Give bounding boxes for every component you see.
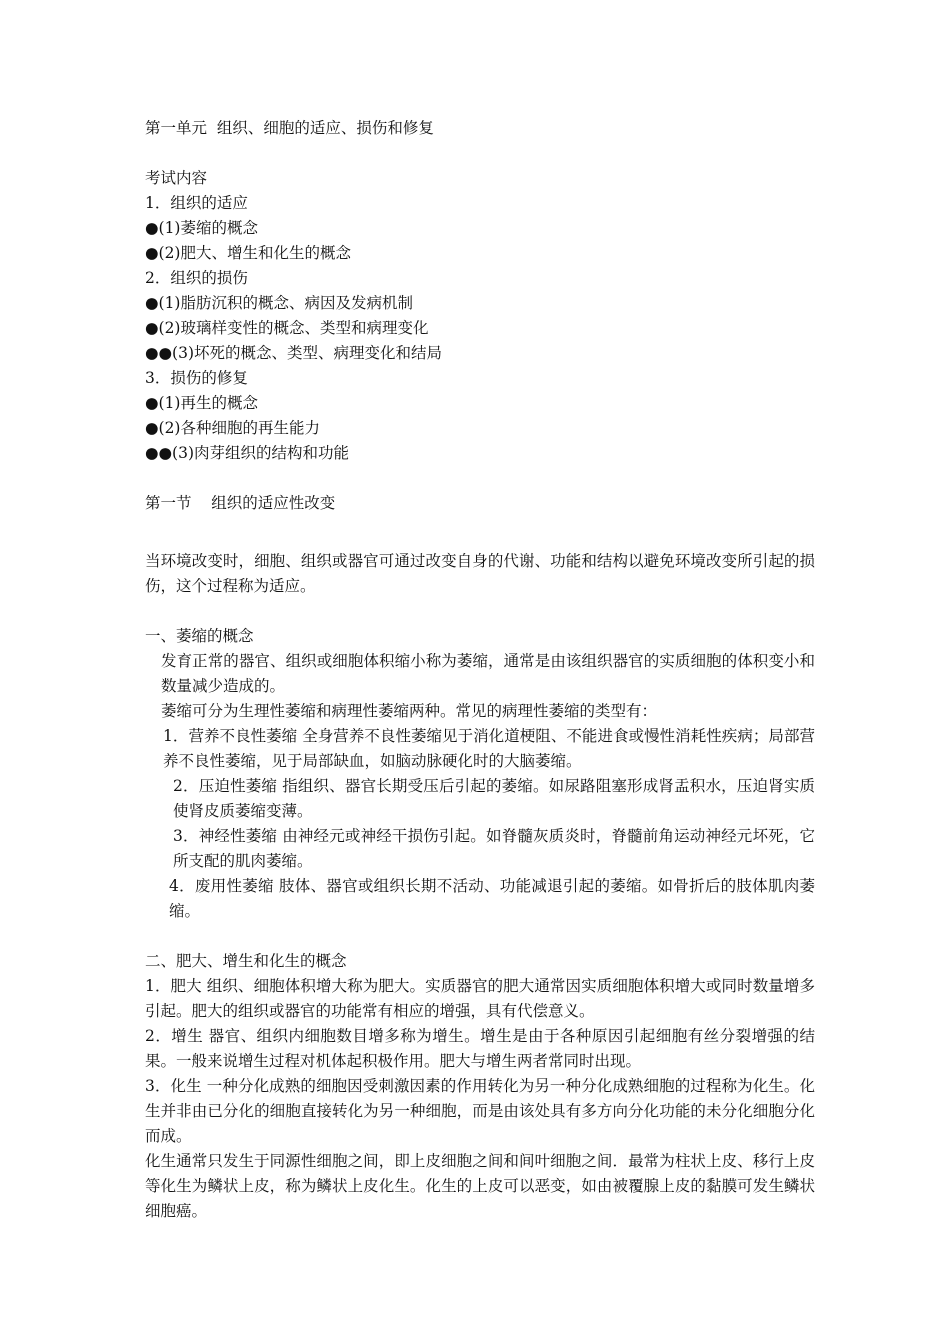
metaplasia-note: 化生通常只发生于同源性细胞之间，即上皮细胞之间和间叶细胞之间．最常为柱状上皮、移行上皮等化生为鳞状上皮，称为鳞状上皮化生。化生的上皮可以恶变，如由被覆腺上皮的黏膜可发生鳞状细胞癌。 [145, 1152, 815, 1220]
atrophy-type-disuse: 4．废用性萎缩 肢体、器官或组织长期不活动、功能减退引起的萎缩。如骨折后的肢体肌肉萎缩。 [169, 877, 815, 920]
spacer [145, 466, 815, 491]
atrophy-type-nutritional: 1．营养不良性萎缩 全身营养不良性萎缩见于消化道梗阻、不能进食或慢性消耗性疾病；局部营养不良性萎缩，见于局部缺血，如脑动脉硬化时的大脑萎缩。 [163, 727, 815, 770]
exam-item: ●(2)各种细胞的再生能力 [145, 419, 320, 437]
atrophy-type-neural: 3．神经性萎缩 由神经元或神经干损伤引起。如脊髓灰质炎时，脊髓前角运动神经元坏死，它所支配的肌肉萎缩。 [173, 827, 815, 870]
section-title: 第一节 组织的适应性改变 [145, 494, 336, 512]
atrophy-type-pressure: 2．压迫性萎缩 指组织、器官长期受压后引起的萎缩。如尿路阻塞形成肾盂积水，压迫肾实质使肾皮质萎缩变薄。 [173, 777, 815, 820]
atrophy-heading: 一、萎缩的概念 [145, 627, 254, 645]
spacer [145, 141, 815, 166]
atrophy-paragraph: 发育正常的器官、组织或细胞体积缩小称为萎缩，通常是由该组织器官的实质细胞的体积变小和数量减少造成的。 [161, 652, 815, 695]
exam-item: 1．组织的适应 [145, 194, 248, 212]
exam-item: ●●(3)肉芽组织的结构和功能 [145, 444, 350, 462]
metaplasia-paragraph: 3．化生 一种分化成熟的细胞因受刺激因素的作用转化为另一种分化成熟细胞的过程称为化生。化生并非由已分化的细胞直接转化为另一种细胞，而是由该处具有多方向分化功能的未分化细胞分化而成。 [145, 1077, 815, 1145]
section-intro: 当环境改变时，细胞、组织或器官可通过改变自身的代谢、功能和结构以避免环境改变所引起的损伤，这个过程称为适应。 [145, 552, 815, 595]
exam-item: ●(1)脂肪沉积的概念、病因及发病机制 [145, 294, 413, 312]
exam-item: ●●(3)坏死的概念、类型、病理变化和结局 [145, 344, 443, 362]
hypertrophy-heading: 二、肥大、增生和化生的概念 [145, 952, 347, 970]
exam-heading: 考试内容 [145, 169, 208, 187]
hypertrophy-paragraph: 1．肥大 组织、细胞体积增大称为肥大。实质器官的肥大通常因实质细胞体积增大或同时数量增多引起。肥大的组织或器官的功能常有相应的增强，具有代偿意义。 [145, 977, 815, 1020]
atrophy-paragraph: 萎缩可分为生理性萎缩和病理性萎缩两种。常见的病理性萎缩的类型有： [161, 702, 658, 720]
exam-item: ●(1)萎缩的概念 [145, 219, 258, 237]
exam-item: ●(2)肥大、增生和化生的概念 [145, 244, 351, 262]
document-page [145, 116, 815, 1224]
exam-item: ●(2)玻璃样变性的概念、类型和病理变化 [145, 319, 429, 337]
spacer [145, 924, 815, 949]
spacer [145, 516, 815, 549]
exam-item: 3．损伤的修复 [145, 369, 248, 387]
exam-item: ●(1)再生的概念 [145, 394, 258, 412]
spacer [145, 599, 815, 624]
hyperplasia-paragraph: 2．增生 器官、组织内细胞数目增多称为增生。增生是由于各种原因引起细胞有丝分裂增强的结果。一般来说增生过程对机体起积极作用。肥大与增生两者常同时出现。 [145, 1027, 815, 1070]
unit-title: 第一单元 组织、细胞的适应、损伤和修复 [145, 119, 434, 137]
exam-item: 2．组织的损伤 [145, 269, 248, 287]
